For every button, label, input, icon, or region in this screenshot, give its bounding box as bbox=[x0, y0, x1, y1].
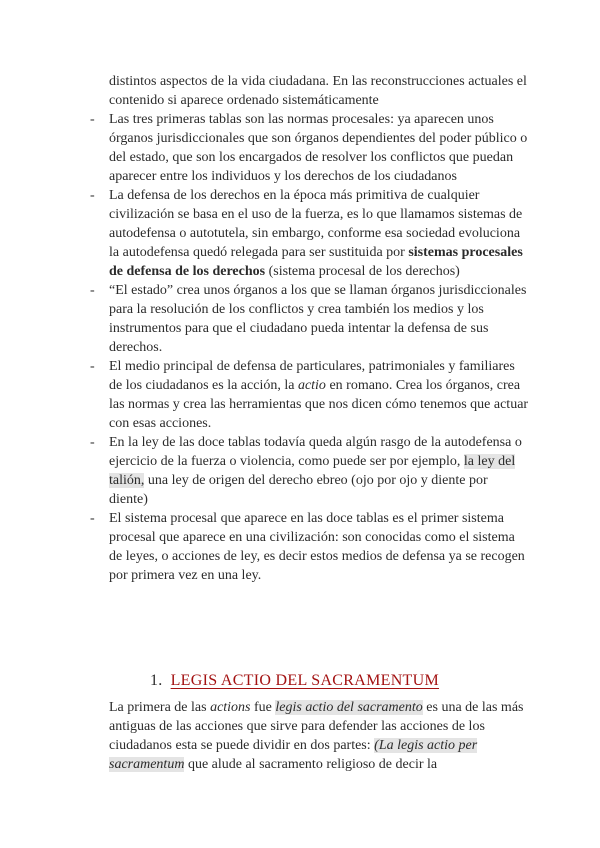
paragraph-text: que alude al sacramento religioso de decir la bbox=[184, 757, 438, 772]
bullet-list bbox=[0, 110, 600, 585]
list-item bbox=[0, 509, 529, 585]
bullet-dash: - bbox=[90, 359, 95, 374]
paragraph-text: La primera de las bbox=[109, 700, 211, 715]
paragraph-text: fue bbox=[250, 700, 276, 715]
item-text: “El estado” crea unos órganos a los que se llaman órganos jurisdiccionales para la resolución de los conflictos y crea también los medios y los instrumentos para que el ciudadano pueda intentar la defensa de sus derechos. bbox=[109, 283, 527, 355]
bold-phrase: sistemas procesales de defensa de los derechos bbox=[109, 245, 523, 279]
item-text: una ley de origen del derecho ebreo (ojo por ojo y diente por diente) bbox=[109, 473, 488, 507]
item-text: En la ley de las doce tablas todavía queda algún rasgo de la autodefensa o ejercicio de la fuerza o violencia, como puede ser por ejemplo, bbox=[109, 435, 522, 469]
paragraph-text: es una de las más antiguas de las acciones que sirve para defender las acciones de los ciudadanos esta se puede dividir en dos partes: bbox=[109, 700, 524, 753]
list-item bbox=[0, 357, 529, 433]
item-text: El sistema procesal que aparece en las doce tablas es el primer sistema procesal que aparece en una civilización: son conocidas como el sistema de leyes, o acciones de ley, es decir estos medios de defensa ya se recogen por primera vez en una ley. bbox=[109, 511, 525, 583]
italic-term: actions bbox=[210, 700, 251, 715]
bullet-dash: - bbox=[90, 435, 95, 450]
continuation-text: distintos aspectos de la vida ciudadana. En las reconstrucciones actuales el contenido si aparece ordenado sistemáticamente bbox=[109, 74, 527, 108]
section-number: 1. bbox=[150, 672, 163, 689]
item-text: Las tres primeras tablas son las normas procesales: ya aparecen unos órganos jurisdiccionales que son órganos dependientes del poder público o del estado, que son los encargados de resolver los conflictos que puedan aparecer entre los individuos y los derechos de los ciudadanos bbox=[109, 112, 528, 184]
bullet-dash: - bbox=[90, 112, 95, 127]
section-heading bbox=[150, 670, 439, 692]
list-item bbox=[0, 110, 529, 186]
highlighted-term: (La legis actio per sacramentum bbox=[109, 738, 478, 772]
bullet-dash: - bbox=[90, 283, 95, 298]
highlighted-phrase: la ley del talión, bbox=[109, 454, 516, 488]
item-text: El medio principal de defensa de particulares, patrimoniales y familiares de los ciudadanos es la acción, la bbox=[109, 359, 515, 393]
item-text: La defensa de los derechos en la época más primitiva de cualquier civilización se basa en el uso de la fuerza, es lo que llamamos sistemas de autodefensa o autotutela, sin embargo, conforme esa sociedad evoluciona la autodefensa quedó relegada para ser sustituida por bbox=[109, 188, 523, 260]
italic-term: actio bbox=[297, 378, 326, 393]
list-item bbox=[0, 281, 529, 357]
list-item bbox=[0, 433, 529, 509]
item-text: (sistema procesal de los derechos) bbox=[265, 264, 460, 279]
bullet-dash: - bbox=[90, 511, 95, 526]
item-text: en romano. Crea los órganos, crea las normas y crea las herramientas que nos dicen cómo tenemos que actuar con esas acciones. bbox=[109, 378, 529, 431]
section-title: LEGIS ACTIO DEL SACRAMENTUM bbox=[170, 672, 440, 689]
highlighted-term: legis actio del sacramento bbox=[275, 700, 423, 715]
section-paragraph bbox=[109, 698, 529, 774]
list-item bbox=[0, 186, 529, 281]
bullet-dash: - bbox=[90, 188, 95, 203]
